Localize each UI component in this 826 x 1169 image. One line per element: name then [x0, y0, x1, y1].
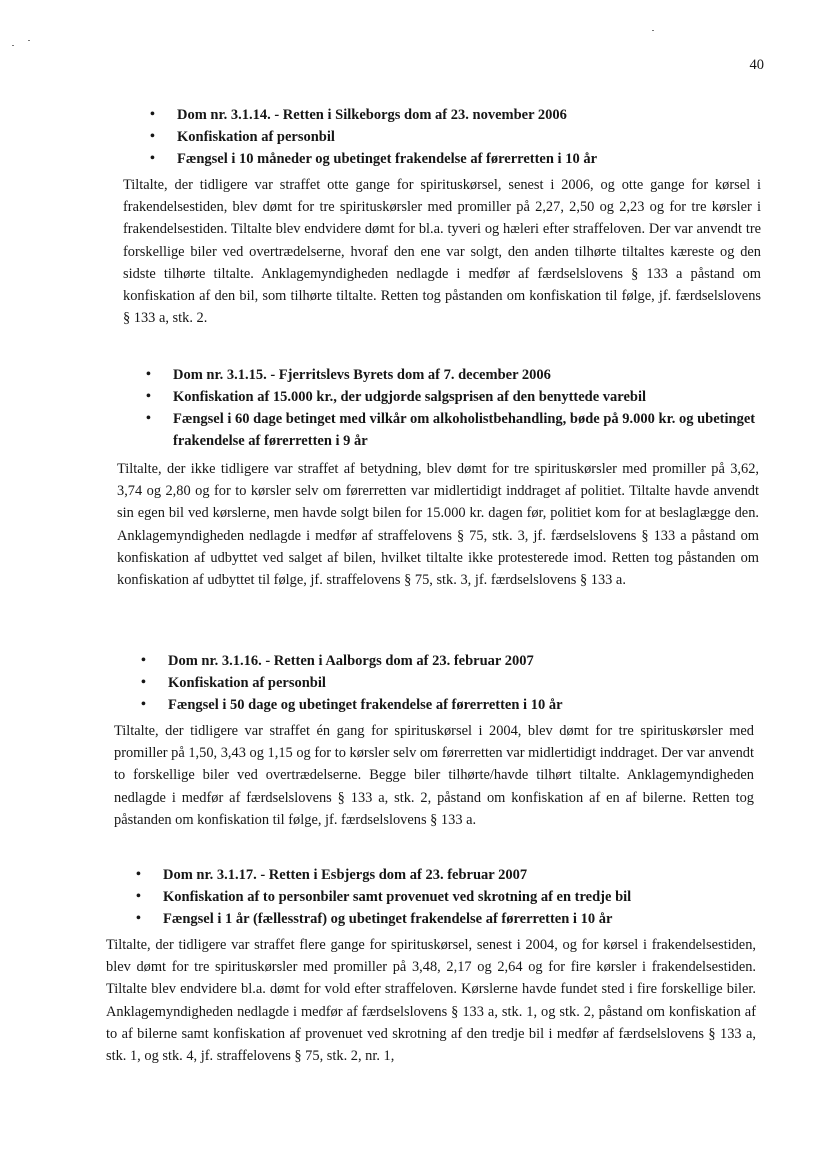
judgment-paragraph: Tiltalte, der tidligere var straffet flere gange for spirituskørsel, senest i 2004, og for kørsel i frakendelsestiden, blev dømt for tre spirituskørsler med promiller på 3,48, 2,17 og 2,64 og for fire kørsler i frakendelsestiden. Tiltalte blev endvidere bl.a. dømt for vold efter straffeloven. Kørslerne havde fundet sted i fire forskellige biler. Anklagemyndigheden nedlagde i medfør af færdselslovens § 133 a, stk. 1, og stk. 2, påstand om konfiskation af to af bilerne samt konfiskation af provenuet ved skrotning af den tredje bil i medfør af færdselslovens § 133 a, stk. 1, og stk. 4, jf. straffelovens § 75, stk. 2, nr. 1, [106, 937, 756, 1065]
bullet-item: • Fængsel i 10 måneder og ubetinget frakendelse af førerretten i 10 år [177, 148, 737, 170]
bullet-list [163, 864, 743, 930]
judgment-section [0, 364, 826, 589]
bullet-item: • Fængsel i 50 dage og ubetinget frakendelse af førerretten i 10 år [168, 694, 728, 716]
judgment-paragraph: Tiltalte, der ikke tidligere var straffet af betydning, blev dømt for tre spirituskørsler med promiller på 3,62, 3,74 og 2,80 og for to kørsler selv om førerretten var midlertidigt inddraget af politiet. Tiltalte havde anvendt sin egen bil ved kørslerne, men havde solgt bilen for 15.000 kr. dagen før, politiet kom for at beslaglægge den. Anklagemyndigheden nedlagde i medfør af straffelovens § 75, stk. 3, jf. færdselslovens § 133 a påstand om konfiskation af udbyttet ved salget af bilen, hvilket tiltalte ikke protesterede imod. Retten tog påstanden om konfiskation af udbyttet til følge, jf. straffelovens § 75, stk. 3, jf. færdselslovens § 133 a. [117, 461, 759, 589]
judgment-heading: • Dom nr. 3.1.17. - Retten i Esbjergs dom af 23. februar 2007 [163, 864, 743, 886]
judgment-section [0, 104, 826, 327]
judgment-heading: • Dom nr. 3.1.14. - Retten i Silkeborgs dom af 23. november 2006 [177, 104, 737, 126]
bullet-item: • Konfiskation af 15.000 kr., der udgjorde salgsprisen af den benyttede varebil [173, 386, 761, 408]
judgment-heading: • Dom nr. 3.1.16. - Retten i Aalborgs dom af 23. februar 2007 [168, 650, 728, 672]
bullet-list [168, 650, 728, 716]
bullet-list [173, 364, 761, 452]
judgment-heading: • Dom nr. 3.1.15. - Fjerritslevs Byrets dom af 7. december 2006 [173, 364, 761, 386]
page-number: 40 [749, 57, 764, 73]
bullet-list [177, 104, 737, 170]
bullet-item: • Konfiskation af personbil [177, 126, 737, 148]
bullet-item: • Konfiskation af personbil [168, 672, 728, 694]
judgment-section [0, 864, 826, 1065]
bullet-item: • Fængsel i 60 dage betinget med vilkår om alkoholistbehandling, bøde på 9.000 kr. og ubetinget frakendelse af førerretten i 9 år [173, 408, 761, 452]
bullet-item: • Fængsel i 1 år (fællesstraf) og ubetinget frakendelse af førerretten i 10 år [163, 908, 743, 930]
judgment-paragraph: Tiltalte, der tidligere var straffet én gang for spirituskørsel i 2004, blev dømt for tre spirituskørsler med promiller på 1,50, 3,43 og 1,15 og for to kørsler selv om førerretten var midlertidigt inddraget. Der var anvendt to forskellige biler ved overtrædelserne. Begge biler tilhørte/havde tilhørt tiltalte. Anklagemyndigheden nedlagde i medfør af færdselslovens § 133 a, stk. 2, påstand om konfiskation af en af bilerne. Retten tog påstanden om konfiskation til følge, jf. færdselslovens § 133 a. [114, 723, 754, 828]
bullet-item: • Konfiskation af to personbiler samt provenuet ved skrotning af en tredje bil [163, 886, 743, 908]
judgment-section [0, 650, 826, 828]
judgment-paragraph: Tiltalte, der tidligere var straffet otte gange for spirituskørsel, senest i 2006, og otte gange for kørsel i frakendelsestiden, blev dømt for tre spirituskørsler med promiller på 2,27, 2,50 og 2,23 og for tre kørsler i frakendelsestiden. Tiltalte blev endvidere dømt for bl.a. tyveri og hæleri efter straffeloven. Der var anvendt tre forskellige biler ved overtrædelserne, hvoraf den ene var solgt, den anden tilhørte tiltaltes kæreste og den sidste tilhørte tiltalte. Anklagemyndigheden nedlagde i medfør af færdselslovens § 133 a påstand om konfiskation af den bil, som tilhørte tiltalte. Retten tog påstanden om konfiskation til følge, jf. færdselslovens § 133 a, stk. 2. [123, 177, 761, 327]
